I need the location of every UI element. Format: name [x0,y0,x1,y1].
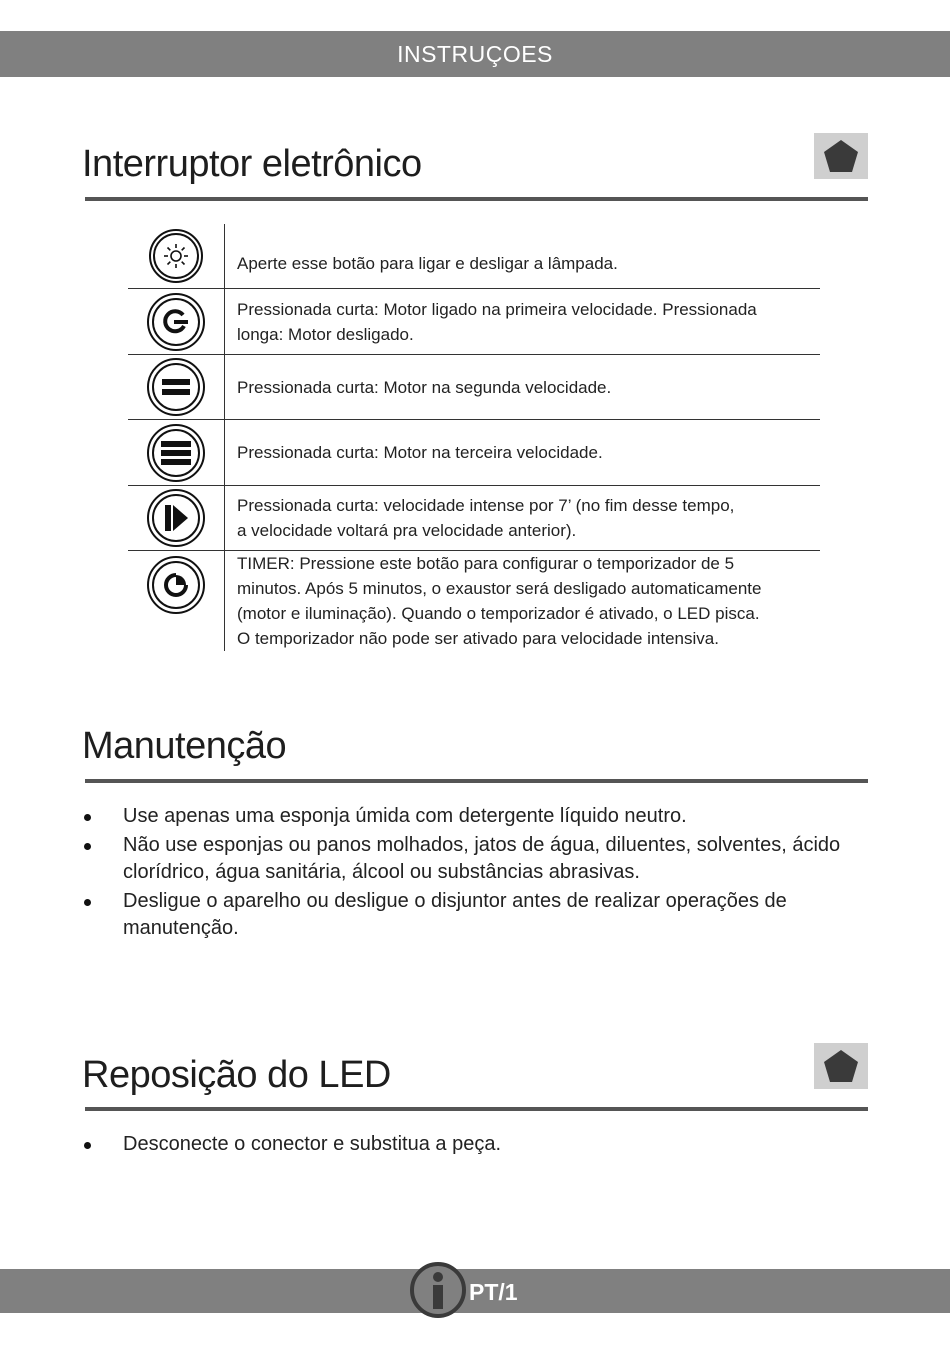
hood-pentagon-icon [814,1043,868,1089]
section-rule [85,779,868,783]
row-text: TIMER: Pressione este botão para configurar o temporizador de 5 minutos. Após 5 minutos, o exaustor será desligado automaticamente (motor e iluminação). Quando o temporizador é ativado, o LED pisca. O temporizador não pode ser ativado para velocidade intensiva. [237,554,762,648]
info-icon [410,1262,466,1318]
table-row [128,355,820,420]
header-bar [0,31,950,77]
row-text: Pressionada curta: Motor ligado na primeira velocidade. Pressionada longa: Motor desligado. [237,299,757,344]
row-text: Aperte esse botão para ligar e desligar a lâmpada. [237,253,618,273]
bullet-icon [84,899,91,906]
power-speed1-icon [128,289,225,354]
table-row [128,486,820,551]
light-icon [128,224,225,288]
bullet-icon [84,1142,91,1149]
row-text: Pressionada curta: Motor na segunda velocidade. [237,377,612,397]
bullet-icon [84,814,91,821]
section-title-led: Reposição do LED [82,1054,391,1096]
led-list [82,1131,872,1160]
table-row [128,420,820,486]
section-title-maintenance: Manutenção [82,725,287,767]
table-row [128,551,820,651]
hood-pentagon-icon [814,133,868,179]
row-text: Pressionada curta: Motor na terceira velocidade. [237,443,603,462]
switch-table [128,224,820,651]
list-item: Use apenas uma esponja úmida com detergente líquido neutro. [82,803,872,830]
header-title: INSTRUÇOES [397,40,553,67]
speed3-icon [128,420,225,485]
table-row [128,224,820,289]
row-text: Pressionada curta: velocidade intense por 7’ (no fim desse tempo, a velocidade voltará pra velocidade anterior). [237,496,735,540]
maintenance-list [82,803,872,944]
page-number: PT/1 [469,1279,518,1305]
bullet-icon [84,843,91,850]
table-row [128,289,820,355]
list-item: Desconecte o conector e substitua a peça. [82,1131,872,1158]
section-title-switch: Interruptor eletrônico [82,143,422,185]
intensive-icon [128,486,225,550]
list-item: Não use esponjas ou panos molhados, jatos de água, diluentes, solventes, ácido clorídrico, água sanitária, álcool ou substâncias abrasivas. [82,832,872,886]
list-item: Desligue o aparelho ou desligue o disjuntor antes de realizar operações de manutenção. [82,888,872,942]
section-rule [85,1107,868,1111]
timer-icon [128,551,225,651]
section-rule [85,197,868,201]
speed2-icon [128,355,225,419]
